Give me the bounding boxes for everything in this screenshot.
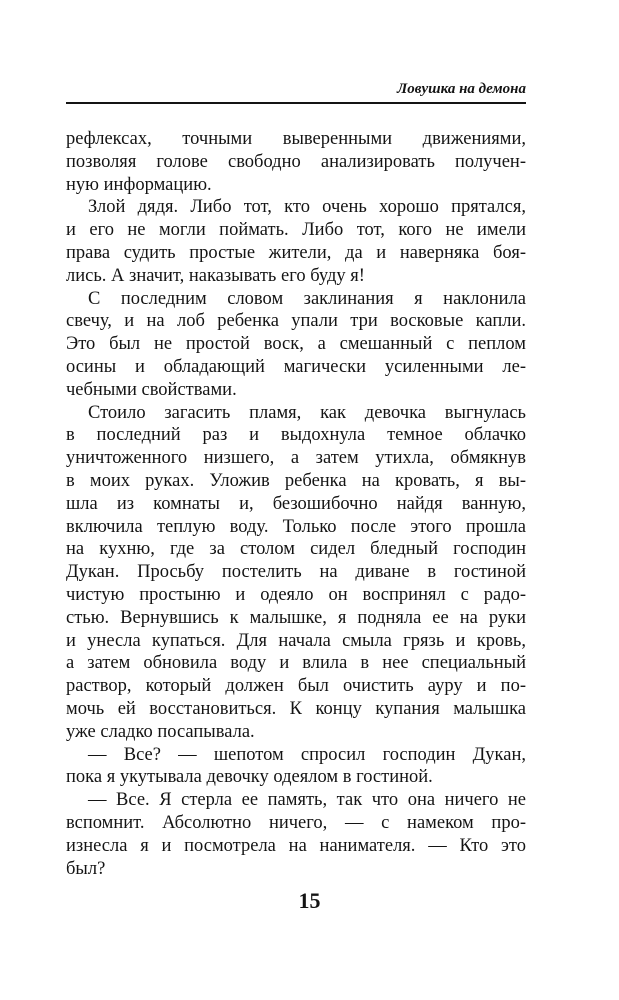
text-line: чебными свойствами.	[66, 379, 237, 400]
text-line: и унесла купаться. Для начала смыла грязь и кровь,	[66, 630, 526, 651]
page-body	[66, 128, 526, 880]
header-rule	[66, 102, 526, 104]
running-head: Ловушка на демона	[396, 81, 526, 97]
text-line: изнесла я и посмотрела на нанимателя. — Кто это	[66, 835, 526, 856]
text-line: а затем обновила воду и влила в нее специальный	[66, 653, 526, 674]
text-line: свечу, и на лоб ребенка упали три восковые капли.	[66, 311, 526, 332]
text-line: Это был не простой воск, а смешанный с пеплом	[66, 334, 526, 355]
text-line: лись. А значит, наказывать его буду я!	[66, 265, 365, 286]
text-line: пока я укутывала девочку одеялом в гостиной.	[66, 767, 433, 788]
text-line: и его не могли поймать. Либо тот, кого не имели	[66, 220, 526, 241]
text-line: Злой дядя. Либо тот, кто очень хорошо прятался,	[88, 197, 526, 218]
text-line: уничтоженного низшего, а затем утихла, обмякнув	[66, 448, 526, 469]
text-line: С последним словом заклинания я наклонила	[88, 288, 526, 309]
text-line: Дукан. Просьбу постелить на диване в гостиной	[66, 562, 526, 583]
text-line: чистую простыню и одеяло он воспринял с радо-	[66, 584, 526, 605]
text-line: рефлексах, точными выверенными движениями,	[66, 129, 526, 149]
text-line: позволяя голове свободно анализировать получен-	[66, 151, 526, 172]
text-line: включила теплую воду. Только после этого прошла	[66, 516, 526, 537]
text-line: в моих руках. Уложив ребенка на кровать, я вы-	[66, 470, 526, 491]
text-line: на кухню, где за столом сидел бледный господин	[66, 539, 526, 560]
text-line: — Все. Я стерла ее память, так что она ничего не	[88, 790, 526, 811]
text-line: был?	[66, 858, 106, 879]
text-line: шла из комнаты и, безошибочно найдя ванную,	[66, 493, 526, 514]
text-line: ную информацию.	[66, 174, 212, 195]
page-number: 15	[298, 888, 321, 913]
text-line: — Все? — шепотом спросил господин Дукан,	[88, 744, 526, 765]
text-line: раствор, который должен был очистить ауру и по-	[66, 676, 526, 697]
text-line: Стоило загасить пламя, как девочка выгнулась	[88, 402, 526, 423]
text-line: уже сладко посапывала.	[66, 721, 255, 742]
text-line: в последний раз и выдохнула темное облачко	[66, 425, 526, 446]
text-line: стью. Вернувшись к малышке, я подняла ее на руки	[66, 607, 526, 628]
text-line: осины и обладающий магически усиленными ле-	[66, 356, 526, 377]
text-line: права судить простые жители, да и наверняка боя-	[66, 242, 526, 263]
text-line: мочь ей восстановиться. К концу купания малышка	[66, 698, 526, 719]
text-line: вспомнит. Абсолютно ничего, — с намеком про-	[66, 812, 526, 833]
